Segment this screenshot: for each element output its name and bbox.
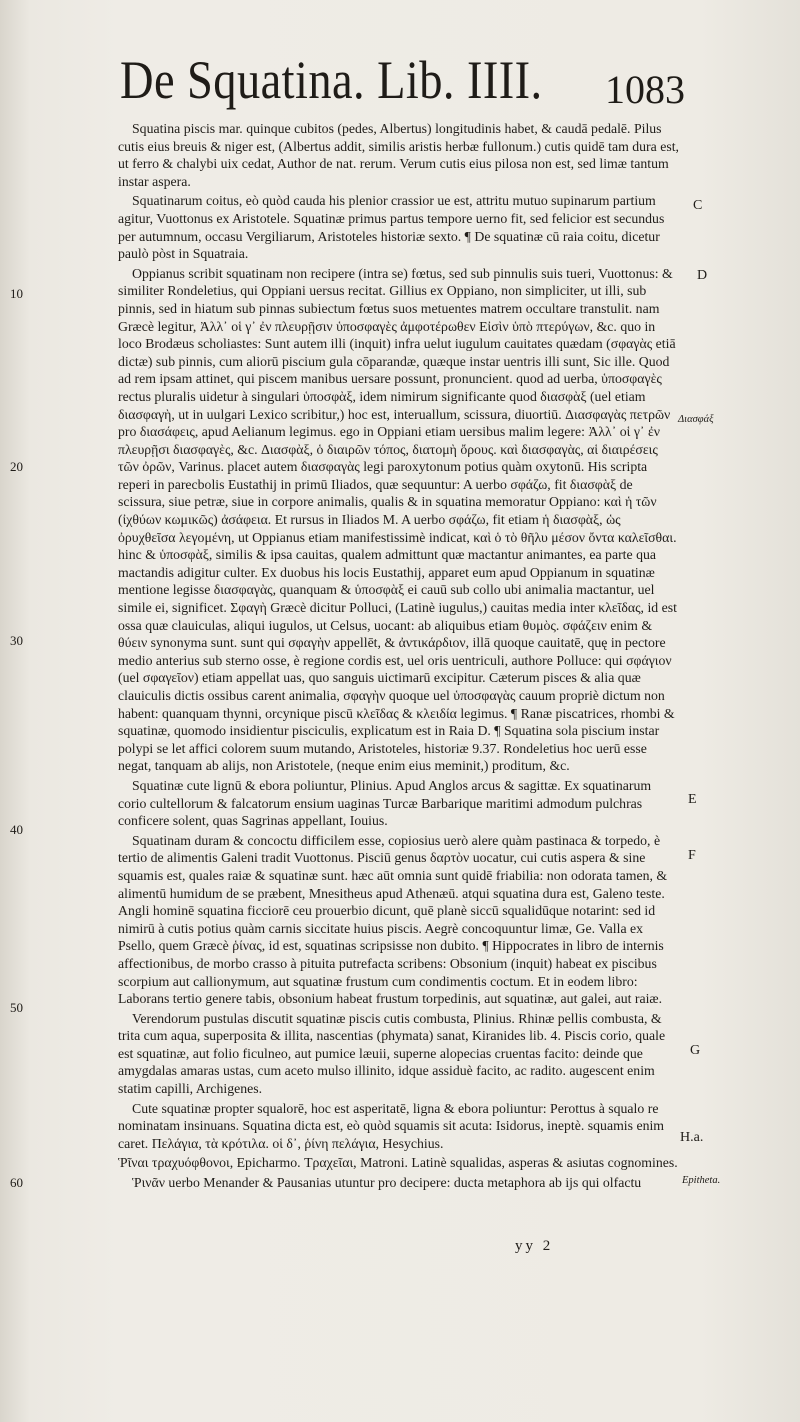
page-number: 1083 <box>605 67 685 112</box>
main-text <box>118 120 680 1192</box>
paragraph: Squatinarum coitus, eò quòd cauda his plenior crassior ue est, attritu mutuo supinarum partium agitur, Vuottonus ex Aristotele. Squatinæ primus partus tempore uerno fit, sed felicior est secundus per autumnum, occasu Vergiliarum, Aristoteles historiæ sexto. ¶ De squatinæ cū raia coitu, dicetur paulò pòst in Squatraia. <box>118 193 665 262</box>
margin-note-diasphax: Διασφάξ <box>678 414 714 425</box>
signature-mark: yy 2 <box>515 1238 554 1254</box>
margin-letter-c: C <box>693 198 703 213</box>
paragraph: Ῥῖναι τραχυόφθονοι, Epicharmo. Τραχεῖαι, Matroni. Latinè squalidas, asperas & asiutas cognomines. <box>118 1155 678 1171</box>
line-number: 60 <box>10 1175 23 1190</box>
margin-letter-d: D <box>697 268 708 283</box>
margin-letter-g: G <box>690 1043 701 1058</box>
paragraph: Squatinæ cute lignū & ebora poliuntur, Plinius. Apud Anglos arcus & sagittæ. Ex squatinarum corio cultellorum & falcatorum ensium uaginas Turcæ Barbarique maritimi admodum pulchras conficere solent, quas Sagrinas appellant, Iouius. <box>118 777 652 829</box>
line-number: 50 <box>10 1000 23 1015</box>
paragraph: Oppianus scribit squatinam non recipere (intra se) fœtus, sed sub pinnulis suis tueri, Vuottonus: & similiter Rondeletius, qui Oppiani uersus recitat. Gillius ex Oppiano, non simpliciter, ut illi, sub pinnis, sed in hiatum sub pinnas subiectum fœtus suos metuentes matrem occultare transtulit. nam Græcè legitur, Ἀλλ᾽ οἱ γ᾽ ἐν πλευρῇσιν ὑποσφαγὲς ἀμφοτέρωθεν Εἰσὶν ὑπὸ πτερύγων, &c. quo in loco Brodæus scholiastes: Sunt autem illi (inquit) infra uelut iugulum cauitates quædam (σφαγὰς etiā dictæ) sub pinnis, cum aliorū piscium gula cōparandæ, quæque instar uentris illi sunt, Sic ille. Quod ad rem ipsam attinet, qui piscem manibus uersare possunt, pronuncient. quod ad uerba, ὑποσφαγὲς rectus pluralis uidetur à singulari ὑποσφὰξ, idem nimirum significante quod διασφὰξ (uel etiam διασφαγὴ, ut in uulgari Lexico scribitur,) hoc est, interuallum, scissura, diuortiū. Διασφαγὰς πετρῶν pro διασάφεις, apud Aelianum legimus. ego in Oppiani etiam uersibus malim legere: Ἀλλ᾽ οἱ γ᾽ ἐν πλευρῇσι διασφαγὲς, &c. Διασφὰξ, ὁ διαιρῶν τόπος, διατομὴ ὄρους. καὶ διασφαγὰς, αἱ διαιρέσεις τῶν ὀρῶν, Varinus. placet autem διασφαγὰς legi paroxytonum potius quàm oxytonū. His scripta reperi in parecbolis Eustathij in primū Iliados, quæ sequuntur: A uerbo σφάζω, fit διασφὰξ de scissura, siue petræ, siue in corpore animalis, qualis & in squatina memoratur Oppiano: καὶ ἡ τῶν (ἰχθύων κωμικῶς) ἀσάφεια. Et rursus in Iliados M. A uerbo σφάζω, fit etiam ἡ διασφὰξ, ὡς ὀρυχθεῖσα λεγομένη, ut Oppianus etiam manifestissimè indicat, καὶ ὁ τὸ θῆλυ μέσον ὄντα καλεῖσθαι. hinc & ὑποσφὰξ, similis & ipsa cauitas, qualem admittunt quæ mactantur animantes, ea parte qua mactandis adigitur culter. Ex duobus his locis Eustathij, apparet eum apud Oppianum in squatinæ mentione legisse διασφαγὰς, quanquam & ὑποσφὰξ ei cauū sub collo ubi animalia mactantur, uel simile ei, significet. Σφαγὴ Græcè dicitur Polluci, (Latinè iugulus,) cauitas media inter κλεῖδας, id est ossa quæ clauiculas, aliqui iugulos, ut Celsus, uocant: ab aliquibus etiam θυμὸς. σφάζειν enim & θύειν synonyma sunt. sunt qui σφαγὴν appellēt, & ἀντικάρδιον, illā quoque cauitatē, quę in pectore medio anterius sub sterno osse, è regione cordis est, uel oris uentriculi, authore Polluce: qui σφάγιον (uel σφαγεῖον) etiam appellat uas, quo sanguis uictimarū excipitur. Cæterum pisces & alia quæ clauiculis dictis ossibus carent animalia, σφαγὴν quoque uel ὑποσφαγὰς cauum propriè dictum non habent: quanquam thynni, orcynique piscū κλεῖδας & κλειδία legimus. ¶ Ranæ piscatrices, rhombi & squatinæ, quomodo insidientur pisciculis, explicatum est in Raia D. ¶ Squatina sola piscium instar polypi se let affici colorem suum mutando, Aristoteles, historiæ 9.37. Rondeletius hoc uerū esse negat, tanquam ab alijs, non Aristotele, (neque enim eius meminit,) proditum, &c. <box>118 265 677 774</box>
margin-letter-f: F <box>688 848 696 863</box>
margin-letter-ha: H.a. <box>680 1130 704 1145</box>
line-number: 10 <box>10 286 23 301</box>
page-title: De Squatina. Lib. IIII. <box>120 50 543 110</box>
paragraph: Cute squatinæ propter squalorē, hoc est asperitatē, ligna & ebora poliuntur: Perottus à squalo re nominatam insinuans. Squatina dicta est, eò quòd squamis sit acuta: Isidorus, ineptè. squamis enim caret. Πελάγια, τὰ κρότιλα. οἱ δ᾽, ῥίνη πελάγια, Hesychius. <box>118 1100 665 1151</box>
paragraph: Verendorum pustulas discutit squatinæ piscis cutis combusta, Plinius. Rhinæ pellis combusta, & trita cum aqua, superposita & illita, nascentias (phymata) sanat, Kiranides lib. 4. Piscis corio, quale est squatinæ, aut folio ficulneo, aut pumice læuii, superne alopecias cruentas facito: deinde que amygdalas amaras ustas, cum aceto mulso illinito, idque assiduè facito, ac radito. augescent enim statim capilli, Archigenes. <box>118 1010 666 1097</box>
margin-letter-e: E <box>688 792 697 807</box>
margin-note-epitheta: Epitheta. <box>682 1175 721 1186</box>
running-header <box>0 50 800 110</box>
line-number: 30 <box>10 633 23 648</box>
paragraph: Ῥινᾶν uerbo Menander & Pausanias utuntur pro decipere: ducta metaphora ab ijs qui olfactu <box>132 1175 642 1191</box>
line-number: 20 <box>10 459 23 474</box>
line-number: 40 <box>10 822 23 837</box>
paragraph: Squatinam duram & concoctu difficilem esse, copiosius uerò alere quàm pastinaca & torpedo, è tertio de alimentis Galeni tradit Vuottonus. Pisciū genus δαρτὸν uocatur, cui cutis aspera & sine squamis est, quales raiæ & squatinæ sunt. hæc aūt omnia sunt quidē friabilia: non odorata tamen, & alimentū humidum de se præbent, Mnesitheus apud Athenæū. atqui squatina dura est, Galeno teste. Angli hominē squatina ficciorē ceu prouerbio dicunt, quē planè siccū squalidūque notarint: sed id nimirū à cutis potius quàm carnis siccitate huius piscis. Aegrè concoquuntur limæ, Ge. Valla ex Psello, quem Græcè ῥίνας, id est, squatinas scripsisse non dubito. ¶ Hippocrates in libro de internis affectionibus, de morbo crasso à pituita putrefacta scribens: Obsonium (inquit) habeat ex piscibus scorpium aut callionymum, aut squatinæ frustum cum condimentis coctum. Et in eodem libro: Laborans tertio genere tabis, obsonium habeat frustum torpedinis, aut squatinæ, aut galei, aut raiæ. <box>118 832 668 1007</box>
paragraph: Squatina piscis mar. quinque cubitos (pedes, Albertus) longitudinis habet, & caudā pedalē. Pilus cutis eius breuis & niger est, (Albertus addit, similis aristis herbæ fullonum.) cutis quidē tam dura est, ut ferro & chalybi uix cedat, Author de nat. rerum. Verum cutis eius pilosa non est, sed limæ tantum instar aspera. <box>118 121 679 189</box>
